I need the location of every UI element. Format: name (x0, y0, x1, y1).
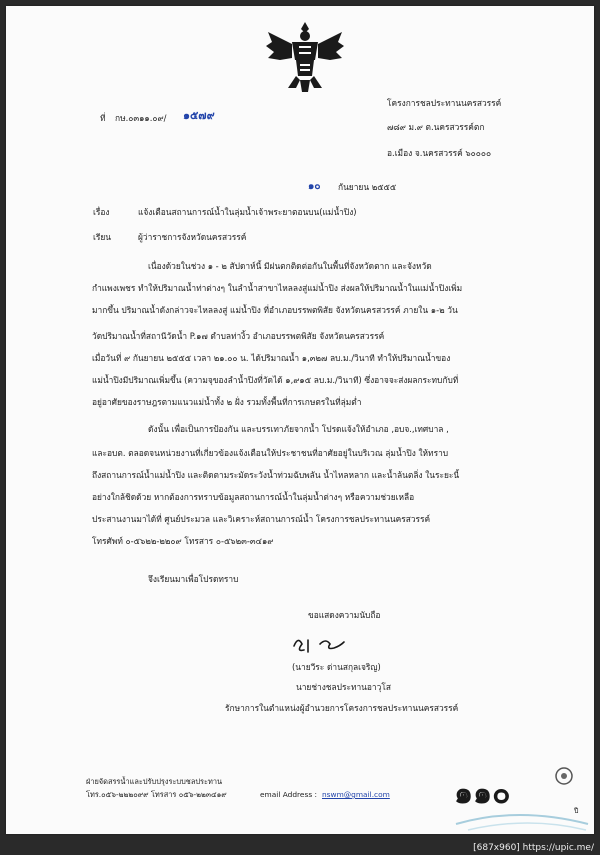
paragraph-2-line: อยู่อาศัยของราษฎรตามแนวแม่น้ำทั้ง ๒ ฝั่ง รวมทั้งพื้นที่การเกษตรในที่ลุ่มต่ำ (92, 397, 362, 407)
image-host-watermark: [687x960] https://upic.me/ (473, 843, 594, 853)
paragraph-2-line: เมื่อวันที่ ๙ กันยายน ๒๕๕๕ เวลา ๒๑.๐๐ น. ได้ปริมาณน้ำ ๑,๓๒๗ ลบ.ม./วินาที ทำให้ปริมาณน้ำของ (92, 353, 451, 363)
anniversary-logo-suffix: ปี (574, 807, 579, 815)
recipient-text: ผู้ว่าราชการจังหวัดนครสวรรค์ (138, 232, 247, 242)
signer-name: (นายวีระ ด่านสกุลเจริญ) (292, 662, 381, 672)
closing-salutation: ขอแสดงความนับถือ (308, 610, 381, 620)
letter-page (6, 6, 594, 834)
sender-address-line-2: ๗๘๙ ม.๙ ต.นครสวรรค์ตก (387, 122, 485, 132)
footer-phone-fax: โทร.๐๕๖-๒๒๒๐๙๙ โทรสาร ๐๕๖-๒๒๓๔๑๙ (86, 790, 227, 799)
reference-number: กษ.๐๓๑๑.๐๙/ (115, 113, 167, 123)
sender-address-line-3: อ.เมือง จ.นครสวรรค์ ๖๐๐๐๐ (387, 148, 492, 158)
paragraph-3-line: และอบต. ตลอดจนหน่วยงานที่เกี่ยวข้องแจ้งเตือนให้ประชาชนที่อาศัยอยู่ในบริเวณ ลุ่มน้ำปิง ให้ทราบ (92, 448, 449, 458)
paragraph-1-line: กำแพงเพชร ทำให้ปริมาณน้ำท่าต่างๆ ในลำน้ำสาขาไหลลงสู่แม่น้ำปิง ส่งผลให้ปริมาณน้ำในแม่น้ำปิงเพิ่ม (92, 283, 463, 293)
reference-handwritten-number: ๑๕๗๙ (183, 109, 215, 122)
paragraph-3-line: อย่างใกล้ชิดด้วย หากต้องการทราบข้อมูลสถานการณ์น้ำในลุ่มน้ำต่างๆ หรือความช่วยเหลือ (92, 492, 415, 502)
subject-text: แจ้งเตือนสถานการณ์น้ำในลุ่มน้ำเจ้าพระยาตอนบน(แม่น้ำปิง) (138, 207, 357, 217)
footer-department: ฝ่ายจัดสรรน้ำและปรับปรุงระบบชลประทาน (86, 777, 223, 786)
signer-title-1: นายช่างชลประทานอาวุโส (296, 682, 391, 692)
subject-label: เรื่อง (93, 207, 110, 217)
sender-address-line-1: โครงการชลประทานนครสวรรค์ (387, 98, 502, 108)
reference-label: ที่ (100, 113, 106, 123)
closing-request: จึงเรียนมาเพื่อโปรดทราบ (148, 574, 239, 584)
paragraph-2-line: แม่น้ำปิงมีปริมาณเพิ่มขึ้น (ความจุของลำน้ำปิงที่วัดได้ ๑,๙๑๕ ลบ.ม./วินาที) ซึ่งอาจจะส่งผลกระทบกับที่ (92, 375, 459, 385)
recipient-label: เรียน (93, 232, 111, 242)
paragraph-3-line: ประสานงานมาได้ที่ ศูนย์ประมวล และวิเคราะห์สถานการณ์น้ำ โครงการชลประทานนครสวรรค์ (92, 514, 431, 524)
paragraph-3-line: โทรศัพท์ ๐-๕๖๒๒-๒๒๐๙ โทรสาร ๐-๕๖๒๓-๓๔๑๙ (92, 536, 274, 546)
signer-title-2: รักษาการในตำแหน่งผู้อำนวยการโครงการชลประทานนครสวรรค์ (225, 703, 459, 713)
footer-email-link[interactable]: nswm@gmail.com (322, 790, 390, 799)
footer-email-label: email Address : (260, 790, 318, 799)
paragraph-2-line: วัดปริมาณน้ำที่สถานีวัดน้ำ P.๑๗ ตำบลท่างิ้ว อำเภอบรรพตพิสัย จังหวัดนครสวรรค์ (92, 331, 385, 341)
anniversary-logo-number: ๑๑๐ (454, 776, 511, 811)
paragraph-1-line: มากขึ้น ปริมาณน้ำดังกล่าวจะไหลลงสู่ แม่น้ำปิง ที่อำเภอบรรพตพิสัย จังหวัดนครสวรรค์ ภายใน ๑-๒ วัน (92, 305, 458, 315)
anniversary-logo (448, 758, 593, 836)
paragraph-3-line: ถึงสถานการณ์น้ำแม่น้ำปิง และติดตามระมัดระวังน้ำท่วมฉับพลัน น้ำไหลหลาก และน้ำล้นตลิ่ง ในระยะนี้ (92, 470, 460, 480)
paragraph-1-line: เนื่องด้วยในช่วง ๑ - ๒ สัปดาห์นี้ มีฝนตกติดต่อกันในพื้นที่จังหวัดตาก และจังหวัด (148, 261, 432, 271)
date-day: ๑๐ (308, 181, 321, 192)
paragraph-3-line: ดังนั้น เพื่อเป็นการป้องกัน และบรรเทาภัยจากน้ำ โปรดแจ้งให้อำเภอ ,อบจ.,เทศบาล , (148, 424, 449, 434)
date-month-year: กันยายน ๒๕๕๕ (338, 182, 397, 192)
handwritten-signature (288, 632, 348, 656)
garuda-emblem-icon (262, 18, 348, 98)
